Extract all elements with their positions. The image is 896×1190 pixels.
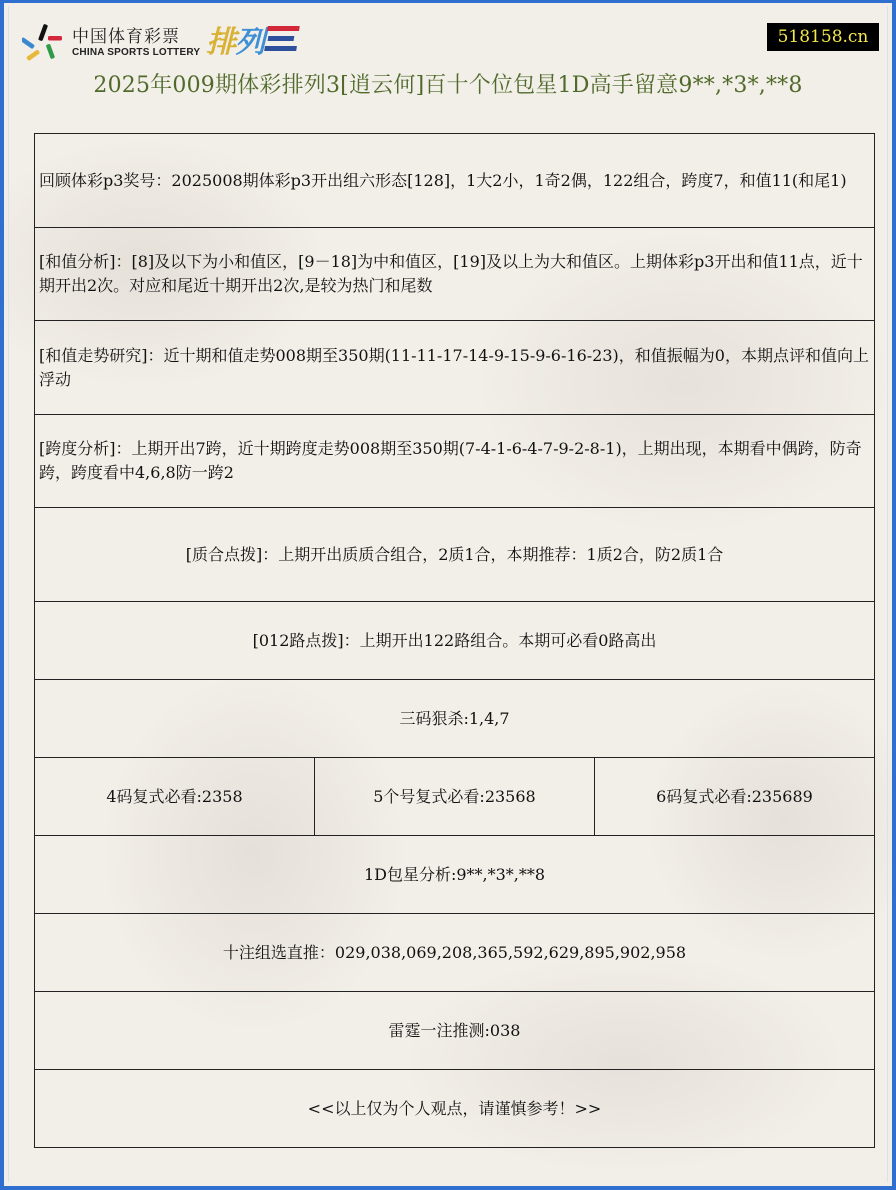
lottery-star-icon	[22, 22, 64, 64]
multi-pick-cell	[595, 758, 874, 835]
row-route-012	[35, 602, 874, 680]
row-one-d	[35, 836, 874, 914]
row-span-analysis	[35, 415, 874, 508]
multi-pick-cell	[315, 758, 595, 835]
game-name-char-3	[264, 24, 302, 62]
logo-en-name: CHINA SPORTS LOTTERY	[72, 47, 201, 58]
row-multi-picks	[35, 758, 874, 836]
game-name-pailie3	[206, 24, 302, 62]
row-review	[35, 134, 874, 228]
china-sports-lottery-logo	[22, 21, 302, 65]
row-sum-trend	[35, 321, 874, 415]
prime-composite-text: [质合点拨]：上期开出质质合组合，2质1合，本期推荐：1质2合，防2质1合	[185, 544, 724, 564]
logo-cn-name: 中国体育彩票	[72, 27, 180, 47]
multi-pick-cell	[35, 758, 315, 835]
disclaimer-text: <<以上仅为个人观点，请谨慎参考！>>	[307, 1098, 602, 1118]
site-domain-badge[interactable]: 518158.cn	[767, 23, 879, 51]
row-prime-composite	[35, 508, 874, 602]
row-sum-analysis	[35, 228, 874, 321]
route-012-text: [012路点拨]：上期开出122路组合。本期可必看0路高出	[252, 630, 657, 650]
one-d-text: 1D包星分析:9**,*3*,**8	[363, 864, 546, 884]
row-disclaimer	[35, 1070, 874, 1147]
game-name-char-2: 列	[235, 25, 265, 60]
game-name-char-1: 排	[206, 25, 236, 60]
review-text: 回顾体彩p3奖号：2025008期体彩p3开出组六形态[128]，1大2小，1奇2偶，122组合，跨度7，和值11(和尾1)	[39, 170, 847, 190]
analysis-table	[34, 133, 875, 1148]
kill-three-text: 三码狠杀:1,4,7	[399, 708, 510, 728]
logo-text	[72, 27, 200, 59]
row-kill-three	[35, 680, 874, 758]
page-title: 2025年009期体彩排列3[逍云何]百十个位包星1D高手留意9**,*3*,**8	[93, 73, 803, 98]
row-single-bet	[35, 992, 874, 1070]
sum-analysis-text: [和值分析]：[8]及以下为小和值区，[9－18]为中和值区，[19]及以上为大和值区。上期体彩p3开出和值11点，近十期开出2次。对应和尾近十期开出2次,是较为热门和尾数	[39, 252, 863, 295]
sum-trend-text: [和值走势研究]：近十期和值走势008期至350期(11-11-17-14-9-15-9-6-16-23)，和值振幅为0，本期点评和值向上浮动	[39, 345, 869, 389]
multi-pick-6-text: 6码复式必看:235689	[656, 786, 813, 806]
multi-pick-5-text: 5个号复式必看:23568	[373, 786, 536, 806]
ten-bets-text: 十注组选直推：029,038,069,208,365,592,629,895,902,958	[222, 942, 687, 962]
single-bet-text: 雷霆一注推测:038	[388, 1020, 521, 1040]
multi-pick-4-text: 4码复式必看:2358	[106, 786, 243, 806]
row-ten-bets	[35, 914, 874, 992]
span-analysis-text: [跨度分析]：上期开出7跨，近十期跨度走势008期至350期(7-4-1-6-4-7-9-2-8-1)，上期出现，本期看中偶跨，防奇跨，跨度看中4,6,8防一跨2	[39, 439, 862, 482]
